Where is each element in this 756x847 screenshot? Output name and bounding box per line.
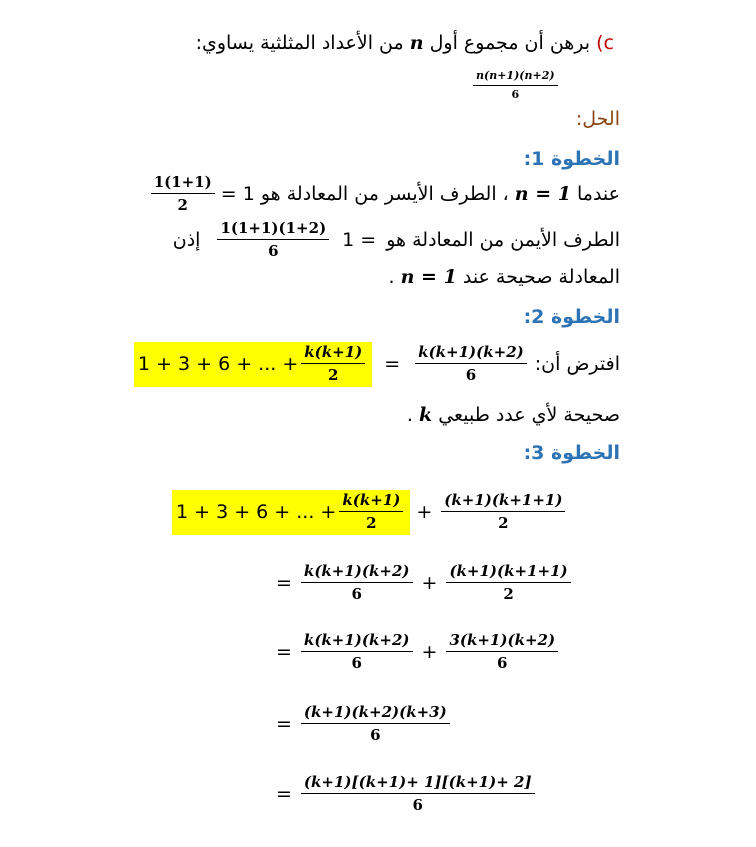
solution-label: الحل: xyxy=(575,108,620,130)
step3-line3-a-den: 6 xyxy=(351,654,362,673)
step3-line2-b-num: (k+1)(k+1+1) xyxy=(446,563,570,583)
step2-highlighted-sum xyxy=(134,342,372,387)
step1-line1-mid: ، الطرف الأيسر من المعادلة هو 1 = xyxy=(220,183,509,206)
step3-line4-a-num: (k+1)(k+2)(k+3) xyxy=(301,704,450,724)
step1-line1-num: 1(1+1) xyxy=(151,174,215,194)
problem-formula xyxy=(470,70,561,101)
step1-line3-cond: n = 1 xyxy=(400,266,457,288)
step3-line3-plus: + xyxy=(421,641,438,664)
step3-line3-b-den: 6 xyxy=(497,654,508,673)
problem-formula-den: 6 xyxy=(511,87,520,101)
step3-line2-a-num: k(k+1)(k+2) xyxy=(301,563,413,583)
step3-line3-a-num: k(k+1)(k+2) xyxy=(301,632,413,652)
step2-valid-text: صحيحة لأي عدد طبيعي xyxy=(438,404,620,426)
step1-line2-num: 1(1+1)(1+2) xyxy=(217,220,329,240)
step3-line2-plus: + xyxy=(421,572,438,595)
problem-text-2: من الأعداد المثلثية يساوي: xyxy=(195,32,404,54)
step2-heading: الخطوة 2: xyxy=(523,306,620,328)
step1-line2-post: إذن xyxy=(172,229,201,252)
step3-line2-eq: = xyxy=(276,572,292,595)
step3-line4-eq: = xyxy=(276,713,292,736)
step2-valid-end: . xyxy=(406,404,413,426)
step3-line3-eq: = xyxy=(276,641,292,664)
step2-rhs-den: 6 xyxy=(465,366,477,385)
step2-sum-num: k(k+1) xyxy=(301,344,365,364)
problem-letter: c) xyxy=(596,32,614,54)
step3-line4 xyxy=(270,704,453,745)
step3-line3-b-num: 3(k+1)(k+2) xyxy=(446,632,558,652)
step3-line3 xyxy=(270,632,561,673)
step1-line2-den: 6 xyxy=(268,242,279,261)
step3-highlighted-sum xyxy=(172,490,410,535)
step3-line5-a-den: 6 xyxy=(412,796,423,815)
step1-line3 xyxy=(389,266,620,288)
step1-line2-pre: الطرف الأيمن من المعادلة هو xyxy=(386,229,620,252)
problem-statement xyxy=(196,32,614,54)
step3-line1-plus: + xyxy=(416,501,433,524)
problem-var: n xyxy=(409,32,424,54)
step1-line3-end: . xyxy=(388,266,395,288)
step3-line2-a-den: 6 xyxy=(351,585,362,604)
step3-line1-term-den: 2 xyxy=(498,514,509,533)
step3-line5-eq: = xyxy=(276,783,292,806)
step3-line1 xyxy=(172,490,568,535)
step1-line1-den: 2 xyxy=(177,196,188,215)
problem-formula-num: n(n+1)(n+2) xyxy=(473,70,558,86)
step3-line1-term-num: (k+1)(k+1+1) xyxy=(441,492,565,512)
step2-rhs-num: k(k+1)(k+2) xyxy=(415,344,527,364)
step1-line1-cond: n = 1 xyxy=(514,183,571,206)
step1-heading: الخطوة 1: xyxy=(523,148,620,170)
step3-sum-num: k(k+1) xyxy=(339,492,403,512)
step1-line2-val: 1 = xyxy=(342,229,377,252)
step2-eq: = xyxy=(384,353,401,376)
step3-line5 xyxy=(270,774,538,815)
step1-line3-text: المعادلة صحيحة عند xyxy=(462,266,620,288)
step2-assume: افترض أن: xyxy=(534,353,620,376)
step3-line5-a-num: (k+1)[(k+1)+ 1][(k+1)+ 2] xyxy=(301,774,535,794)
step1-line1-pre: عندما xyxy=(576,183,620,206)
step1-line1 xyxy=(148,174,620,215)
step2-assume-line xyxy=(134,342,620,387)
step2-sum-den: 2 xyxy=(328,366,339,385)
step2-valid-line xyxy=(407,404,620,426)
step3-line4-a-den: 6 xyxy=(370,726,381,745)
step2-sum-prefix: 1 + 3 + 6 + ... + xyxy=(137,353,299,376)
step3-sum-prefix: 1 + 3 + 6 + ... + xyxy=(176,501,337,524)
problem-text: برهن أن مجموع أول xyxy=(429,32,591,54)
step3-line2 xyxy=(270,563,574,604)
step3-heading: الخطوة 3: xyxy=(523,442,620,464)
step3-line2-b-den: 2 xyxy=(503,585,514,604)
step1-line2 xyxy=(173,220,620,261)
step2-valid-var: k xyxy=(419,404,433,426)
step3-sum-den: 2 xyxy=(366,514,377,533)
